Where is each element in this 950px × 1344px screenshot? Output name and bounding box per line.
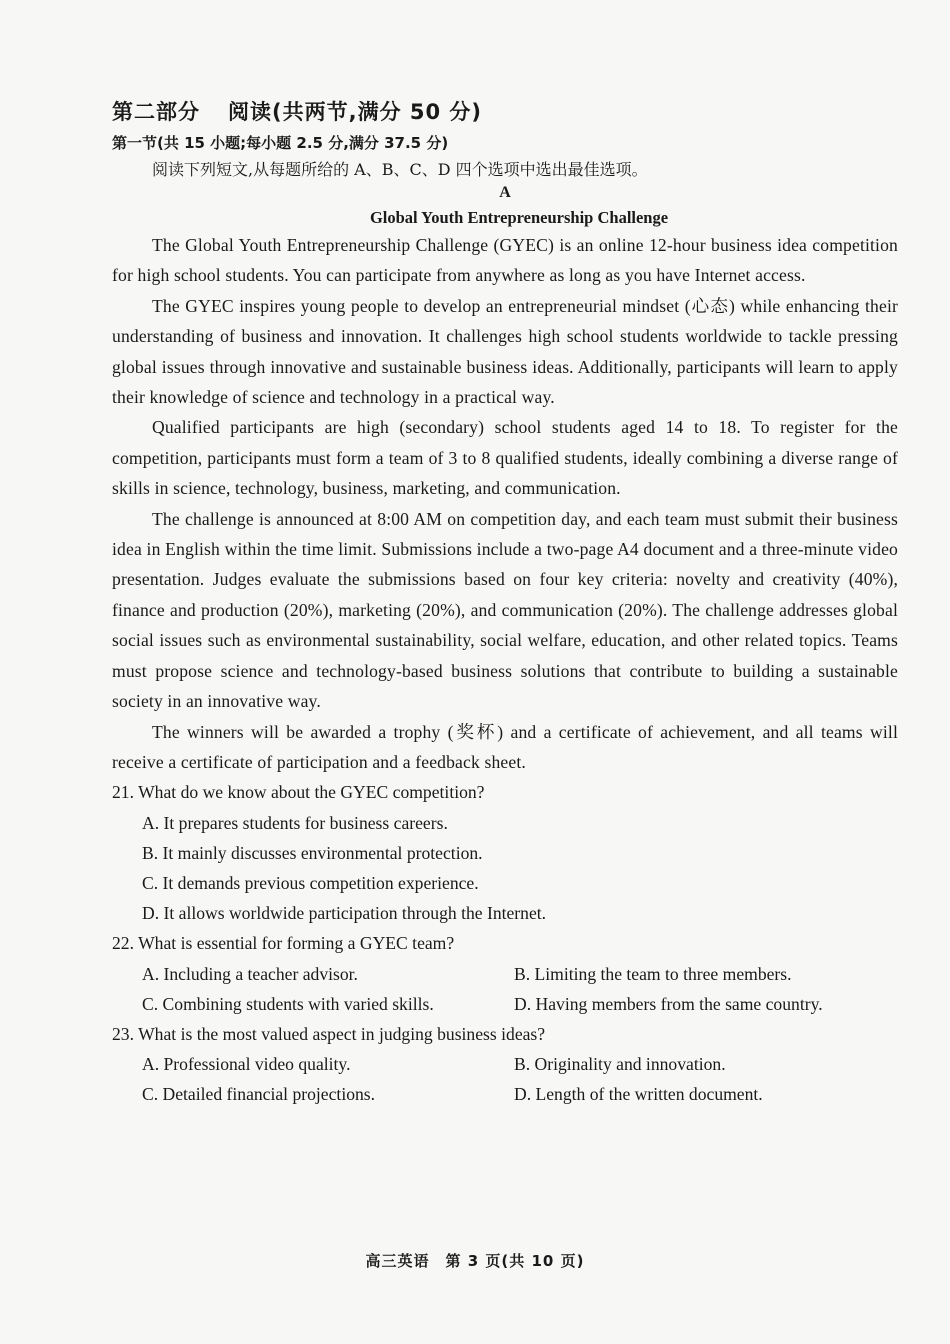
part-label: 第二部分 <box>112 100 200 124</box>
instruction: 阅读下列短文,从每题所给的 A、B、C、D 四个选项中选出最佳选项。 <box>152 160 648 179</box>
question-23 <box>112 1019 898 1110</box>
option-d: D. It allows worldwide participation through the Internet. <box>142 903 547 924</box>
question-21 <box>112 777 898 928</box>
option-c: C. Combining students with varied skills. <box>142 993 434 1014</box>
passage-label: A <box>499 184 511 201</box>
option-b: B. It mainly discusses environmental protection. <box>142 842 483 863</box>
option-a: A. It prepares students for business careers. <box>142 812 448 833</box>
question-22 <box>112 928 898 1019</box>
option-c: C. It demands previous competition experience. <box>142 872 479 893</box>
exam-page <box>112 96 898 1110</box>
option-b: B. Limiting the team to three members. <box>514 963 792 984</box>
question-stem: 23. What is the most valued aspect in judging business ideas? <box>112 1023 546 1044</box>
option-a: A. Professional video quality. <box>142 1054 351 1075</box>
part-heading <box>112 96 898 126</box>
paragraph: The GYEC inspires young people to develop an entrepreneurial mindset (心态) while enhancing their understanding of business and innovation. It challenges high school students worldwide to tackle pressing global issues through innovative and sustainable business ideas. Additionally, participants will learn to apply their knowledge of science and technology in a practical way. <box>112 295 898 408</box>
option-a: A. Including a teacher advisor. <box>142 963 358 984</box>
question-stem: 21. What do we know about the GYEC competition? <box>112 782 485 803</box>
section-heading: 第一节(共 15 小题;每小题 2.5 分,满分 37.5 分) <box>112 134 449 152</box>
passage-title: Global Youth Entrepreneurship Challenge <box>369 208 669 227</box>
paragraph: Qualified participants are high (secondary) school students aged 14 to 18. To register for the competition, participants must form a team of 3 to 8 qualified students, ideally combining a diverse range of skills in science, technology, business, marketing, and communication. <box>112 417 898 499</box>
paragraph: The challenge is announced at 8:00 AM on competition day, and each team must submit their business idea in English within the time limit. Submissions include a two-page A4 document and a three-minute video presentation. Judges evaluate the submissions based on four key criteria: novelty and creativity (40%), finance and production (20%), marketing (20%), and communication (20%). The challenge addresses global social issues such as environmental sustainability, social welfare, education, and other related topics. Teams must propose science and technology-based business solutions that contribute to building a sustainable society in an innovative way. <box>112 508 898 712</box>
page-footer: 高三英语 第 3 页(共 10 页) <box>365 1252 585 1270</box>
part-title: 阅读(共两节,满分 50 分) <box>228 100 483 124</box>
question-stem: 22. What is essential for forming a GYEC team? <box>112 933 455 954</box>
option-d: D. Having members from the same country. <box>514 993 823 1014</box>
option-d: D. Length of the written document. <box>514 1084 763 1105</box>
paragraph: The winners will be awarded a trophy (奖杯) and a certificate of achievement, and all teams will receive a certificate of participation and a feedback sheet. <box>112 721 898 772</box>
option-c: C. Detailed financial projections. <box>142 1084 376 1105</box>
paragraph: The Global Youth Entrepreneurship Challenge (GYEC) is an online 12-hour business idea competition for high school students. You can participate from anywhere as long as you have Internet access. <box>112 235 898 286</box>
option-b: B. Originality and innovation. <box>514 1054 726 1075</box>
